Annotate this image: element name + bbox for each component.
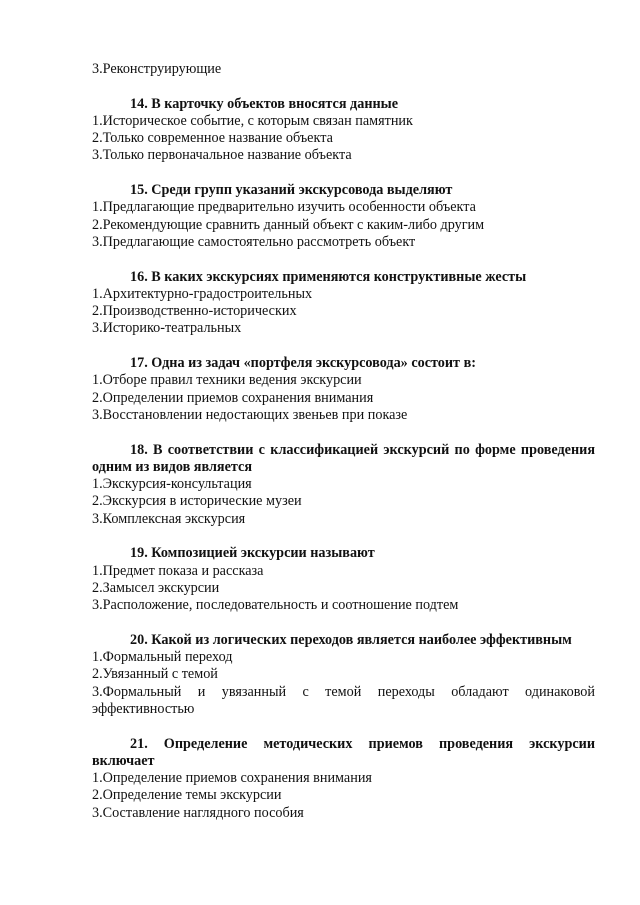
question-block [92, 355, 595, 424]
answer-option: 1.Определение приемов сохранения внимания [92, 770, 372, 787]
question-block [92, 442, 595, 528]
question-title: 19. Композицией экскурсии называют [130, 545, 375, 562]
answer-option: 3.Предлагающие самостоятельно рассмотреть объект [92, 233, 416, 250]
answer-option: 3.Восстановлении недостающих звеньев при показе [92, 406, 408, 423]
answer-option: 2.Только современное название объекта [92, 130, 333, 147]
answer-option: 3.Историко-театральных [92, 320, 242, 337]
answer-option: 1.Архитектурно-градостроительных [92, 285, 313, 302]
document-page [92, 61, 595, 822]
answer-option: 3.Расположение, последовательность и соотношение подтем [92, 597, 459, 614]
question-title: 14. В карточку объектов вносятся данные [130, 95, 399, 112]
answer-option: 2.Определении приемов сохранения внимания [92, 389, 374, 406]
answer-option: 2.Рекомендующие сравнить данный объект с каким-либо другим [92, 216, 485, 233]
answer-option: 3.Составление наглядного пособия [92, 804, 304, 821]
answer-option: 3.Реконструирующие [92, 61, 222, 77]
question-title: 17. Одна из задач «портфеля экскурсовода» состоит в: [130, 355, 476, 372]
question-title: 18. В соответствии с классификацией экскурсий по форме проведения одним из видов является [92, 441, 595, 475]
answer-option: 3.Только первоначальное название объекта [92, 147, 352, 164]
question-block [92, 545, 595, 614]
question-block [92, 182, 595, 251]
answer-option: 2.Производственно-исторических [92, 303, 297, 320]
question-block [92, 269, 595, 338]
answer-option: 1.Отборе правил техники ведения экскурсии [92, 372, 362, 389]
answer-option: 2.Увязанный с темой [92, 666, 218, 683]
question-title: 20. Какой из логических переходов является наиболее эффективным [130, 631, 572, 648]
answer-option: 2.Определение темы экскурсии [92, 787, 282, 804]
answer-option: 1.Историческое событие, с которым связан памятник [92, 112, 413, 129]
answer-option: 1.Формальный переход [92, 649, 233, 666]
question-title: 16. В каких экскурсиях применяются конструктивные жесты [130, 268, 527, 285]
answer-option: 3.Комплексная экскурсия [92, 510, 246, 527]
answer-option: 2.Замысел экскурсии [92, 579, 220, 596]
question-block [92, 96, 595, 165]
question-block [92, 632, 595, 718]
answer-option: 3.Формальный и увязанный с темой переходы обладают одинаковой эффективностью [92, 683, 595, 717]
question-title: 15. Среди групп указаний экскурсовода выделяют [130, 182, 453, 199]
answer-option: 1.Предлагающие предварительно изучить особенности объекта [92, 199, 476, 216]
answer-option: 2.Экскурсия в исторические музеи [92, 493, 302, 510]
question-block [92, 736, 595, 822]
answer-option: 1.Предмет показа и рассказа [92, 562, 264, 579]
answer-option: 1.Экскурсия-консультация [92, 476, 252, 493]
question-title: 21. Определение методических приемов проведения экскурсии включает [92, 735, 595, 769]
